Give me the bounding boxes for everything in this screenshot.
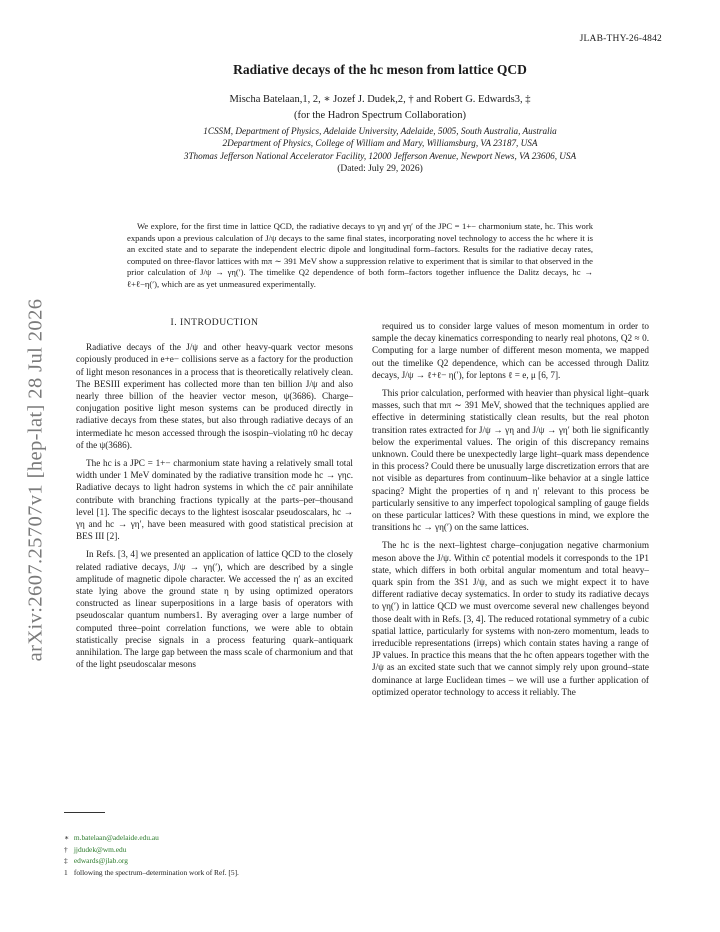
section-heading: I. INTRODUCTION [170, 317, 259, 328]
body-paragraph: required us to consider large values of meson momentum in order to sample the decay kinematics corresponding to nearly real photons, Q2 ≈ 0. Computing for a large number of different meson momenta, we mapped out the timelike Q2 dependence, which can be accessed through Dalitz decays, J/ψ → ℓ+ℓ− η(′), for leptons ℓ = e, μ [6, 7]. [372, 321, 649, 380]
footnote [64, 855, 354, 867]
body-paragraph: Radiative decays of the J/ψ and other heavy-quark vector mesons copiously produced in e+e− collisions serve as a factory for the production of light meson resonances in a process that is theoretically relatively clean. The BESIII experiment has collected more than ten billion J/ψ and also nearly three billion of the heavier vector meson, ψ(3686). Charge–conjugation positive light meson systems can be produced directly in radiative decays from these states, but also through radiative decays of an intermediate hc meson accessed through the isospin–violating π0 hc decay of the ψ(3686). [76, 342, 353, 450]
footnote-text: following the spectrum–determination work of Ref. [5]. [73, 867, 239, 877]
footnote-mark: ‡ [64, 856, 68, 865]
body-paragraph: The hc is a JPC = 1+− charmonium state having a relatively small total width under 1 MeV dominated by the radiative transition mode hc → γηc. Radiative decays to light hadron systems in which the cc̄ pair annihilate contribute with branching fractions typically at the parts–per–thousand level [1]. The specific decays to the lightest isoscalar pseudoscalars, hc → γη and hc → γη′, have been measured with good statistical precision at BES III [2]. [76, 458, 353, 542]
footnote-mark: 1 [64, 867, 68, 877]
footnote [64, 844, 354, 856]
right-column [372, 320, 649, 698]
author-email-link[interactable]: jjdudek@wm.edu [73, 844, 127, 854]
footnote-rule [64, 812, 105, 813]
affiliation-3: 3Thomas Jefferson National Accelerator Facility, 12000 Jefferson Avenue, Newport News, VA 23606, USA [183, 151, 577, 161]
left-column [76, 317, 353, 670]
abstract: We explore, for the first time in lattice QCD, the radiative decays to γη and γη′ of the JPC = 1+− charmonium state, hc. This work expands upon a previous calculation of J/ψ decays to the same final states, incorporating novel technology to access the hc where it is an excited state and to separate the independent electric dipole and longitudinal form–factors. Results for the radiative decay rates, computed on three-flavor lattices with mπ ∼ 391 MeV show a suppression relative to experiment that is similar to that observed in the prior calculation of J/ψ → γη(′). The timelike Q2 dependence of both form–factors together influence the Dalitz decays, hc → ℓ+ℓ−η(′), which are as yet unmeasured experimentally. [127, 221, 593, 289]
date-line: (Dated: July 29, 2026) [337, 164, 423, 174]
footnote [64, 832, 354, 844]
body-paragraph: This prior calculation, performed with heavier than physical light–quark masses, such that mπ ∼ 391 MeV, showed that the techniques applied are effective in determining statistically clean results, but the real photon transition rates extracted for J/ψ → γη and J/ψ → γη′ both lie significantly below the experimental values. The origin of this discrepancy remains unknown. Could there be unexpectedly large light–quark mass dependence in this process? Could there be unusually large discretization errors that are not visible as departures from continuum–like behavior at a single lattice spacing? Might the properties of η and η′ relevant to this process be particularly sensitive to any imperfect topological sampling of gauge fields on these particular lattices? With these questions in mind, we explore the transitions hc → γη(′) on the same lattices. [372, 388, 649, 533]
author-email-link[interactable]: edwards@jlab.org [73, 856, 128, 865]
body-paragraph: In Refs. [3, 4] we presented an application of lattice QCD to the closely related radiative decays, J/ψ → γη(′), which are described by a single amplitude of magnetic dipole character. We accessed the η′ as an excited state lying above the ground state η by using optimized operators constructed as linear superpositions in a large basis of operators with pseudoscalar quantum numbers1. By averaging over a large number of computed three–point correlation functions, we were able to obtain statistically precise signals in a process featuring quark–antiquark annihilation. The large gap between the mass scale of charmonium and that of the light pseudoscalar mesons [76, 549, 353, 670]
affiliation-1: 1CSSM, Department of Physics, Adelaide University, Adelaide, 5005, South Australia, Australia [203, 126, 557, 136]
report-number: JLAB-THY-26-4842 [579, 34, 662, 44]
body-paragraph: The hc is the next–lightest charge–conjugation negative charmonium meson above the J/ψ. Within cc̄ potential models it corresponds to the 1P1 state, which differs in both orbital angular momentum and total heavy–quark spin from the 3S1 J/ψ, and as such we might expect it to have different radiative decay systematics. In order to study its radiative decays to γη(′) in lattice QCD we must overcome several new challenges beyond those dealt with in Refs. [3, 4]. The reduced rotational symmetry of a cubic spatial lattice, particularly for systems with non-zero momentum, leads to irreducible representations (irreps) which contain states having a range of JP values. In practice this means that the hc often appears together with the J/ψ as an excited state such that we cannot simply rely upon ground–state dominance at large Euclidean times – we will use a further application of optimized operator technology to access it reliably. The [372, 540, 649, 697]
author-list: Mischa Batelaan,1, 2, ∗ Jozef J. Dudek,2, † and Robert G. Edwards3, ‡ [229, 94, 531, 105]
footnote [64, 867, 354, 879]
arxiv-identifier[interactable]: arXiv:2607.25707v1 [hep-lat] 28 Jul 2026 [24, 298, 47, 662]
affiliation-2: 2Department of Physics, College of William and Mary, Williamsburg, VA 23187, USA [222, 138, 538, 148]
footnote-mark: ∗ [64, 833, 70, 842]
arxiv-sidebar [12, 300, 60, 660]
paper-title: Radiative decays of the hc meson from lattice QCD [233, 62, 527, 77]
footnotes [64, 832, 354, 878]
collaboration: (for the Hadron Spectrum Collaboration) [293, 110, 467, 121]
footnote-mark: † [64, 844, 68, 854]
author-email-link[interactable]: m.batelaan@adelaide.edu.au [73, 833, 159, 842]
